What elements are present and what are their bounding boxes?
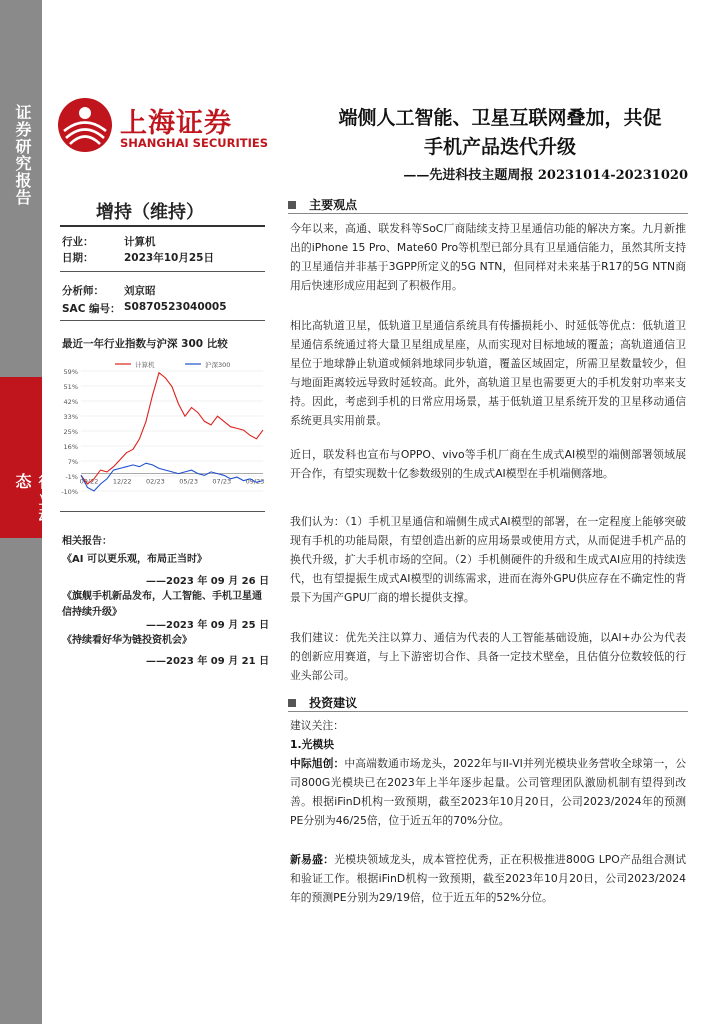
y-tick-label: -10% (61, 488, 78, 496)
section-title: 投资建议 (309, 696, 358, 710)
report-subtitle: ——先进科技主题周报 20231014-20231020 (403, 168, 688, 183)
date-label: 日期： (62, 252, 94, 264)
related-report-title[interactable]: 《旗舰手机新品发布，人工智能、手机卫星通信持续升级》 (62, 591, 262, 618)
related-report-title[interactable]: 《持续看好华为链投资机会》 (62, 635, 192, 646)
suggest-label: 建议关注： (290, 719, 344, 732)
x-tick-label: 09/23 (245, 477, 265, 486)
industry-label: 行业： (62, 236, 94, 248)
x-tick-label: 05/23 (179, 477, 198, 486)
y-tick-label: 59% (63, 368, 78, 376)
bullet-square-icon (288, 699, 296, 707)
sidebar-category: 行业动态 (13, 473, 55, 524)
divider (60, 225, 265, 227)
report-title-line2: 手机产品迭代升级 (423, 136, 576, 158)
x-tick-label: 02/23 (146, 477, 165, 486)
divider (60, 271, 265, 272)
chart-title: 最近一年行业指数与沪深 300 比较 (62, 338, 228, 350)
related-report-title[interactable]: 《AI 可以更乐观，布局正当时》 (62, 554, 207, 565)
paragraph: 我们认为：（1）手机卫星通信和端侧生成式AI模型的部署，在一定程度上能够突破现有手机的功能局限，有望创造出新的应用场景或使用方式，从而促进手机产品的换代升级，扩大手机市场的空间。（2）手机侧硬件的升级和生成式AI应用的持续迭代，也有望提振生成式AI模型的训练需求，进而在海外GPU供应存在不确定性的背景下为国产GPU厂商的增长提供支撑。 (290, 515, 686, 604)
section-header-investment (288, 692, 688, 711)
sidebar-top-band (0, 0, 42, 377)
logo-en: SHANGHAI SECURITIES (120, 136, 268, 150)
paragraph: 今年以来，高通、联发科等SoC厂商陆续支持卫星通信功能的解决方案。九月新推出的iPhone 15 Pro、Mate60 Pro等机型已部分具有卫星通信能力，虽然其所支持的卫星通信并非基于3GPP所定义的5G NTN，但同样对未来基于R17的5G NTN商用后快速形成应用起到了积极作用。 (290, 222, 686, 292)
section-header-main-points (288, 194, 688, 213)
x-tick-label: 07/23 (212, 477, 232, 486)
index-comparison-chart (55, 355, 267, 500)
legend-label: 计算机 (135, 361, 155, 369)
company-name: 新易盛： (290, 853, 335, 866)
sidebar-report-type: 证券研究报告 (13, 104, 32, 206)
paragraph: 我们建议：优先关注以算力、通信为代表的人工智能基础设施，以AI+办公为代表的创新应用赛道，与上下游密切合作、具备一定技术壁垒，且估值分位数较低的行业头部公司。 (290, 631, 686, 682)
y-tick-label: 7% (67, 458, 78, 466)
paragraph: 近日，联发科也宣布与OPPO、vivo等手机厂商在生成式AI模型的端侧部署领域展开合作，有望实现数十亿参数级别的生成式AI模型在手机端侧落地。 (290, 448, 686, 480)
related-reports-title: 相关报告： (62, 536, 112, 547)
report-title-line1: 端侧人工智能、卫星互联网叠加，共促 (338, 107, 662, 129)
x-tick-label: 09/22 (79, 477, 99, 486)
company-description: 中高端数通市场龙头，2022年与II-VI并列光模块业务营收全球第一，公司800G光模块已在2023年上半年逐步起量。公司管理团队激励机制有望得到改善。根据iFinD机构一致预期，截至2023年10月20日，公司2023/2024年的预测PE分别为46/25倍，位于近五年的70%分位。 (290, 757, 687, 827)
y-tick-label: 16% (63, 443, 78, 451)
analyst-label: 分析师： (62, 285, 104, 297)
bullet-square-icon (288, 201, 296, 209)
analyst-value: 刘京昭 (124, 285, 156, 297)
section-title: 主要观点 (309, 198, 358, 212)
y-tick-label: 42% (63, 398, 78, 406)
logo-cn: 上海证券 (120, 108, 232, 139)
y-tick-label: 33% (63, 413, 78, 421)
legend-label: 沪深300 (205, 361, 231, 369)
sac-label: SAC 编号： (62, 303, 121, 315)
company-name: 中际旭创： (290, 757, 345, 770)
related-report-date: ——2023 年 09 月 21 日 (146, 656, 270, 667)
y-tick-label: 25% (63, 428, 78, 436)
company-entry (290, 754, 686, 830)
divider (60, 320, 265, 321)
divider (288, 711, 688, 712)
series-line (81, 463, 263, 491)
company-entry (290, 850, 686, 907)
rating: 增持（维持） (96, 202, 204, 223)
date-value: 2023年10月25日 (124, 252, 214, 264)
sac-value: S0870523040005 (124, 301, 227, 313)
industry-value: 计算机 (124, 236, 156, 248)
paragraph: 相比高轨道卫星，低轨道卫星通信系统具有传播损耗小、时延低等优点：低轨道卫星通信系统通过将大量卫星组成星座，从而实现对目标地域的覆盖；高轨道通信卫星位于地球静止轨道或倾斜地球同步轨道，覆盖区域固定，所需卫星数量较少，但与地面距离较远导致时延较高。此外，高轨道卫星也需要更大的手机发射功率来支持。因此，考虑到手机的日常应用场景，基于低轨道卫星系统开发的卫星移动通信系统更具实用前景。 (290, 319, 686, 427)
divider (288, 213, 688, 214)
sidebar-bottom-band (0, 538, 42, 1024)
sidebar-red-band (0, 377, 55, 538)
subsection-title: 1.光模块 (290, 738, 335, 751)
series-line (81, 373, 263, 484)
company-description: 光模块领域龙头，成本管控优秀，正在积极推进800G LPO产品组合测试和验证工作。根据iFinD机构一致预期，截至2023年10月20日，公司2023/2024年的预测PE分别为29/19倍，位于近五年的52%分位。 (290, 853, 686, 904)
divider (60, 511, 265, 512)
y-tick-label: 51% (63, 383, 78, 391)
x-tick-label: 12/22 (112, 477, 132, 486)
related-report-date: ——2023 年 09 月 25 日 (146, 620, 270, 631)
related-report-date: ——2023 年 09 月 26 日 (146, 576, 270, 587)
logo-emblem (56, 96, 114, 154)
y-tick-label: -1% (65, 473, 78, 481)
